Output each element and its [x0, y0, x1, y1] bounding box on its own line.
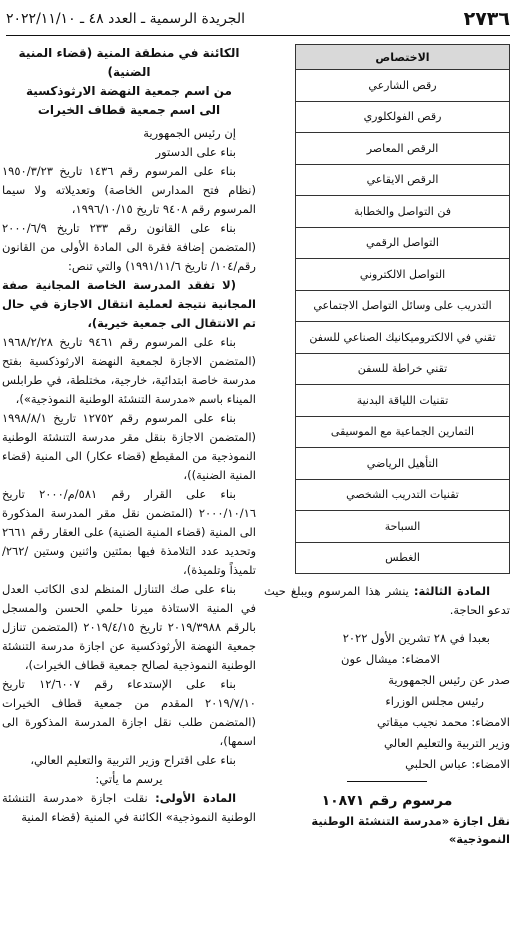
table-row: التواصل الالكتروني: [296, 259, 510, 291]
table-row: الغطس: [296, 542, 510, 574]
paragraph-quote: (لا تفقد المدرسة الخاصة المجانية صفة المجانية نتيجة لعملية انتقال الاجازة في حال تم الانتقال الى جمعية خيرية)،: [2, 278, 256, 330]
signature-pm: الامضاء: محمد نجيب ميقاتي: [376, 715, 510, 729]
article-1-label: المادة الأولى:: [155, 791, 237, 805]
paragraph: بناء على صك التنازل المنظم لدى الكاتب العدل في المنية الاستاذة ميرنا حلمي الحسن والمسجل بالرقم ٢٠١٩/٣٩٨٨ تاريخ ٢٠١٩/٤/١٥ (المتضمن تنازل جمعية النهضة الأرثوذكسية عن اجازة مدرسة التنشئة الوطنية النموذجية لصالح جمعية قطاف الخيرات)،: [2, 582, 256, 672]
table-header: الاختصاص: [296, 45, 510, 70]
section-divider: [347, 781, 427, 782]
article-3-text: ينشر هذا المرسوم ويبلغ حيث تدعو الحاجة.: [264, 584, 510, 617]
table-row: التواصل الرقمي: [296, 227, 510, 259]
paragraph: بناء على الإستدعاء رقم ١٢/٦٠٠٧ تاريخ ٢٠١٩/٧/١٠ المقدم من جمعية قطاف الخيرات (المتضمن طلب نقل اجازة المدرسة المذكورة الى اسمها)،: [2, 677, 256, 748]
signature-minister: الامضاء: عباس الحلبي: [405, 757, 510, 771]
article-3-label: المادة الثالثة:: [413, 584, 491, 598]
pm-title: رئيس مجلس الوزراء: [385, 694, 484, 708]
heading-line-2: من اسم جمعية النهضة الارثوذكسية: [26, 84, 232, 98]
table-row: رقص الشارعي: [296, 70, 510, 102]
paragraph: إن رئيس الجمهورية: [143, 126, 236, 140]
right-column: [264, 44, 510, 848]
journal-title: الجريدة الرسمية ـ العدد ٤٨ ـ ٢٠٢٢/١١/١٠: [6, 11, 245, 27]
table-row: تقنيات اللياقة البدنية: [296, 385, 510, 417]
heading-line-1: الكائنة في منطقة المنية (قضاء المنية الضنية): [18, 46, 240, 79]
table-row: فن التواصل والخطابة: [296, 196, 510, 228]
paragraph: بناء على الدستور: [155, 145, 236, 159]
article-1-text: نقلت اجازة «مدرسة التنشئة الوطنية النموذجية» الكائنة في المنية (قضاء المنية: [2, 791, 256, 824]
specialization-table: [295, 44, 510, 574]
paragraph: بناء على اقتراح وزير التربية والتعليم العالي،: [30, 753, 236, 767]
paragraph: بناء على المرسوم رقم ١٢٧٥٢ تاريخ ١٩٩٨/٨/١ (المتضمن الاجازة بنقل مقر مدرسة التنشئة الوطنية النموذجية من المقيطع (قضاء عكار) الى المنية (قضاء المنية الضنية))،: [2, 411, 256, 482]
decree-title: نقل اجازة «مدرسة التنشئة الوطنية النموذجية»: [311, 814, 510, 846]
heading-line-3: الى اسم جمعية قطاف الخيرات: [37, 103, 221, 117]
table-row: الرقص الايقاعي: [296, 164, 510, 196]
table-row: تقنيات التدريب الشخصي: [296, 479, 510, 511]
paragraph: بناء على القرار رقم ٥٨١/م/٢٠٠٠ تاريخ ٢٠٠٠/١٠/١٦ (المتضمن نقل مقر المدرسة المذكورة الى المنية (قضاء المنية الضنية) على العقار رقم ٢٦٦١ وتحديد عدد التلامذة فيها بمئتين واثنين وستين /٢٦٢/ تلميذاً وتلميذة)،: [2, 487, 256, 577]
header-rule: [6, 35, 510, 36]
table-row: تقني في الالكتروميكانيك الصناعي للسفن: [296, 322, 510, 354]
paragraph: بناء على القانون رقم ٢٣٣ تاريخ ٢٠٠٠/٦/٩ (المتضمن إضافة فقرة الى المادة الأولى من القانون رقم/١٠٤/ تاريخ ١٩٩١/١١/٦) والتي تنص:: [2, 221, 256, 273]
date-line: بعبدا في ٢٨ تشرين الأول ٢٠٢٢: [342, 631, 490, 645]
table-row: التأهيل الرياضي: [296, 448, 510, 480]
issued-by: صدر عن رئيس الجمهورية: [388, 673, 510, 687]
table-row: رقص الفولكلوري: [296, 101, 510, 133]
paragraph: بناء على المرسوم رقم ٩٤٦١ تاريخ ١٩٦٨/٢/٢٨ (المتضمن الاجازة لجمعية النهضة الارثوذكسية بفتح مدرسة خاصة ابتدائية، خارجية، مختلطة، في طرابلس الميناء باسم «مدرسة التنشئة الوطنية النموذجية»)،: [2, 335, 256, 406]
table-row: تقني خراطة للسفن: [296, 353, 510, 385]
decree-intro: يرسم ما يأتي:: [95, 772, 163, 786]
article-3: [264, 582, 510, 620]
minister-title: وزير التربية والتعليم العالي: [383, 736, 510, 750]
table-row: الرقص المعاصر: [296, 133, 510, 165]
left-column: [2, 44, 256, 827]
table-row: التمارين الجماعية مع الموسيقى: [296, 416, 510, 448]
paragraph: بناء على المرسوم رقم ١٤٣٦ تاريخ ١٩٥٠/٣/٢٣ (نظام فتح المدارس الخاصة) وتعديلاته ولا سيما المرسوم رقم ٩٤٠٨ تاريخ ١٩٩٦/١٠/١٥،: [2, 164, 256, 216]
table-row: السباحة: [296, 511, 510, 543]
decree-number: مرسوم رقم ١٠٨٧١: [321, 793, 453, 809]
page-header: [6, 8, 510, 34]
article-1: [2, 789, 256, 827]
page-number: ٢٧٣٦: [463, 8, 510, 30]
table-row: التدريب على وسائل التواصل الاجتماعي: [296, 290, 510, 322]
signature-president: الامضاء: ميشال عون: [341, 652, 440, 666]
